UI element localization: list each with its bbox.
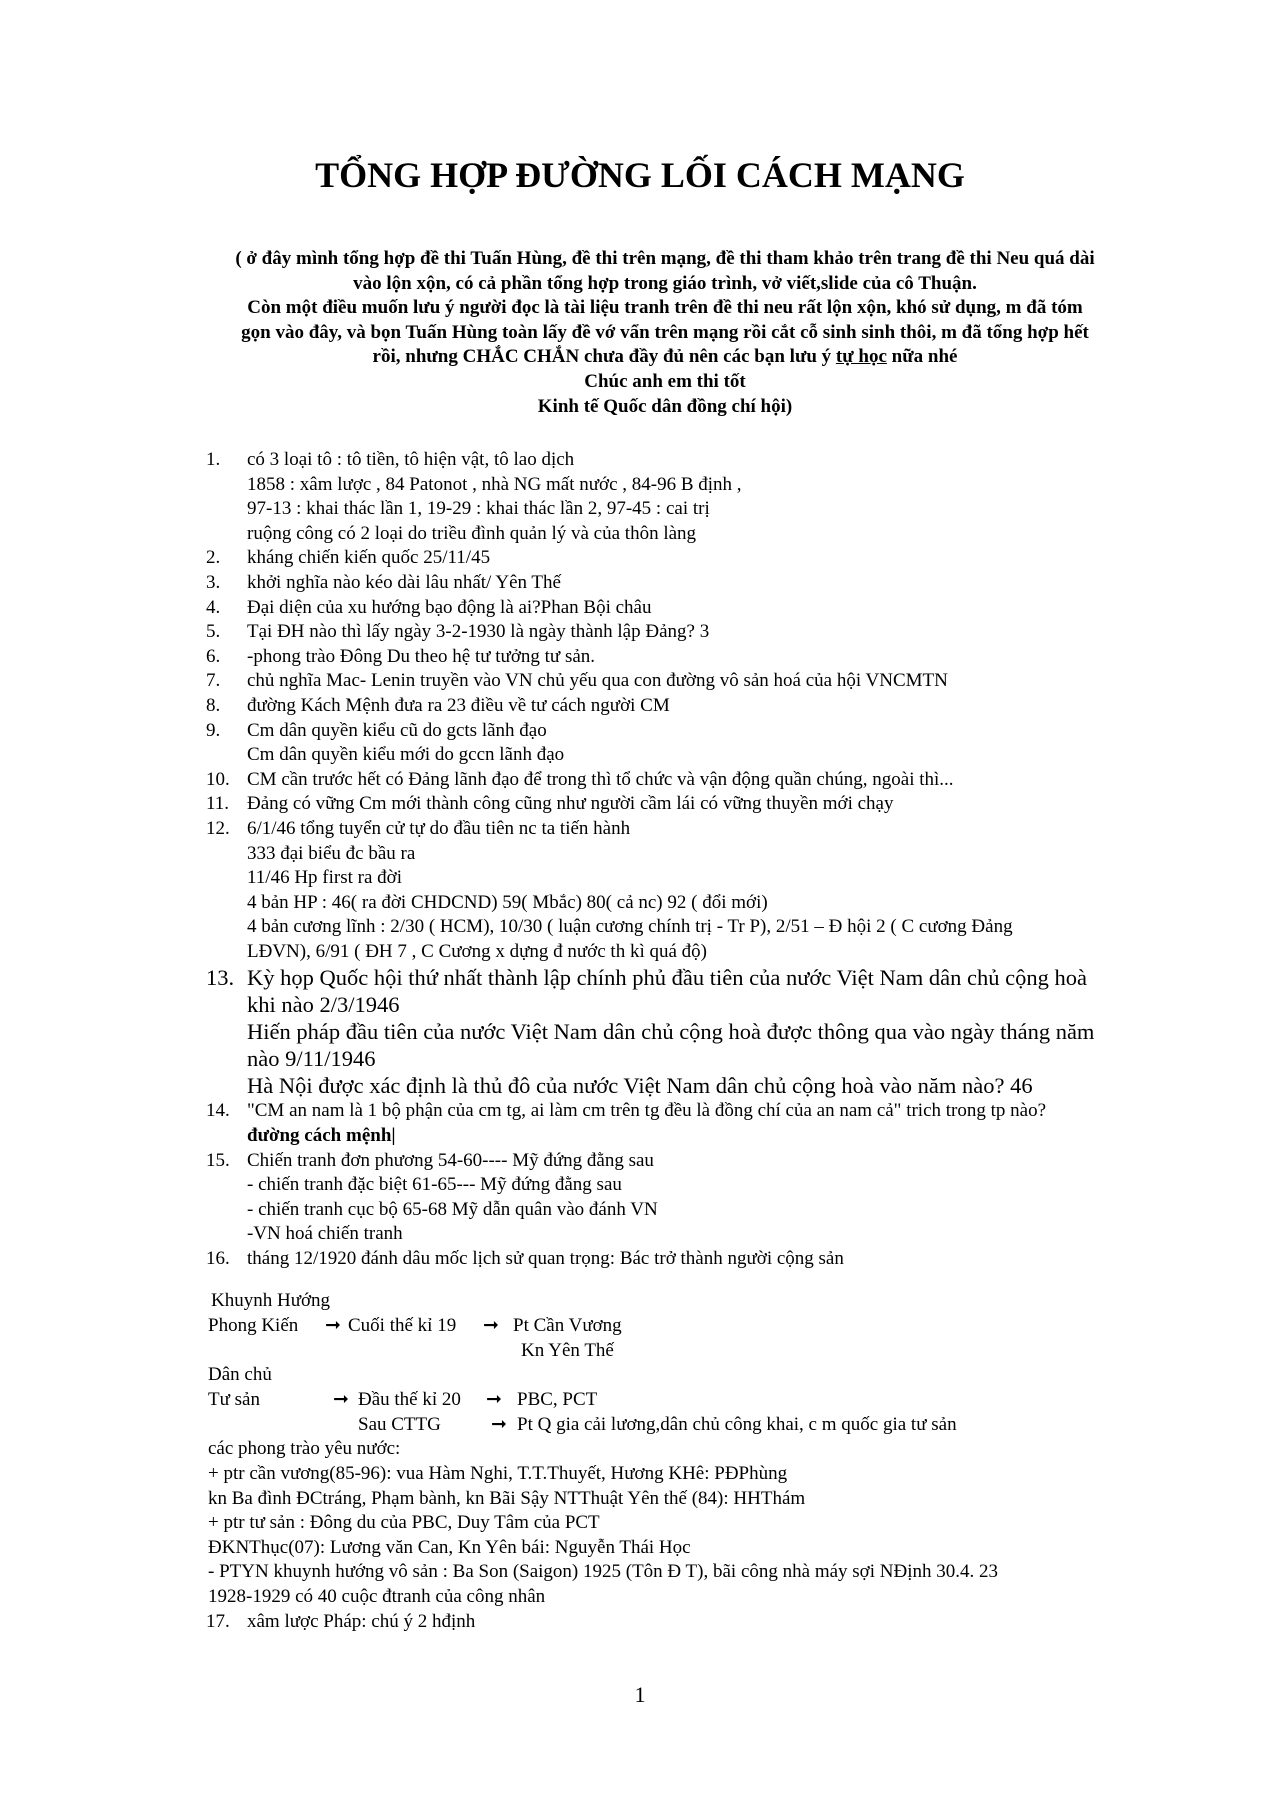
list-item	[0, 620, 1280, 645]
item-text: Cm dân quyền kiểu mới do gccn lãnh đạo	[247, 744, 565, 766]
item-number: 17.	[206, 1611, 230, 1632]
intro-line: gọn vào đây, và bọn Tuấn Hùng toàn lấy đề vớ vẩn trên mạng rồi cắt cỗ sinh sinh thôi, m đã tổng hợp hết	[241, 321, 1089, 343]
item-text: Đảng có vững Cm mới thành công cũng như người cầm lái có vững thuyền mới chạy	[247, 793, 894, 815]
item-text: Hiến pháp đầu tiên của nước Việt Nam dân chủ cộng hoà được thông qua vào ngày tháng năm	[247, 1019, 1095, 1045]
arrow-right-icon: ➞	[491, 1414, 507, 1435]
item-text: Tại ĐH nào thì lấy ngày 3-2-1930 là ngày thành lập Đảng? 3	[247, 621, 710, 643]
item-text: 11/46 Hp first ra đời	[247, 867, 402, 889]
tail-phong-kien-label: Phong Kiến	[208, 1315, 299, 1336]
list-item	[0, 522, 1280, 547]
item-number: 11.	[206, 793, 230, 815]
list-item	[0, 1018, 1280, 1045]
tail-tu-san-mid: Đầu thế kỉ 20	[358, 1389, 461, 1410]
item-number: 8.	[206, 694, 221, 716]
item-text: - chiến tranh cục bộ 65-68 Mỹ dẫn quân vào đánh VN	[247, 1198, 658, 1220]
item-text: "CM an nam là 1 bộ phận của cm tg, ai làm cm trên tg đều là đồng chí của an nam cả" trich trong tp nào?	[247, 1100, 1047, 1122]
list-item	[0, 991, 1280, 1018]
list-item	[0, 1149, 1280, 1174]
list-item	[0, 596, 1280, 621]
intro-underlined: tự học	[835, 346, 887, 368]
list-item	[0, 1222, 1280, 1247]
tail-line: ĐKNThục(07): Lương văn Can, Kn Yên bái: Nguyễn Thái Học	[208, 1537, 691, 1558]
item-number: 4.	[206, 596, 221, 618]
list-item	[0, 546, 1280, 571]
list-item	[0, 1072, 1280, 1099]
item-text: chủ nghĩa Mac- Lenin truyền vào VN chủ yếu qua con đường vô sản hoá của hội VNCMTN	[247, 670, 948, 692]
item-number: 10.	[206, 768, 230, 790]
item-text: 97-13 : khai thác lần 1, 19-29 : khai thác lần 2, 97-45 : cai trị	[247, 498, 710, 520]
intro-text: nữa nhé	[886, 346, 958, 368]
item-number: 13.	[206, 965, 235, 991]
intro-line: ( ở đây mình tổng hợp đề thi Tuấn Hùng, đề thi trên mạng, đề thi tham khảo trên trang đề thi Neu quá dài	[235, 248, 1095, 269]
page-title: TỔNG HỢP ĐƯỜNG LỐI CÁCH MẠNG	[315, 155, 965, 195]
tail-line: - PTYN khuynh hướng vô sản : Ba Son (Saigon) 1925 (Tôn Đ T), bãi công nhà máy sợi NĐịnh 30.4. 23	[208, 1561, 998, 1582]
item-text: Kỳ họp Quốc hội thứ nhất thành lập chính phủ đầu tiên của nước Việt Nam dân chủ cộng hoà	[247, 965, 1087, 991]
list-item	[0, 448, 1280, 473]
item-text: khi nào 2/3/1946	[247, 992, 400, 1018]
intro-line: Kinh tế Quốc dân đồng chí hội)	[537, 395, 793, 417]
list-item	[0, 1198, 1280, 1223]
list-group-1	[0, 448, 1280, 964]
list-item	[0, 694, 1280, 719]
item-text: CM cần trước hết có Đảng lãnh đạo để trong thì tổ chức và vận động quần chúng, ngoài thì...	[247, 768, 954, 790]
item-number: 1.	[206, 449, 221, 470]
list-item	[0, 571, 1280, 596]
item-number: 2.	[206, 547, 221, 569]
item-text: đường Kách Mệnh đưa ra 23 điều về tư cách người CM	[247, 694, 670, 716]
item-number: 15.	[206, 1149, 230, 1171]
list-item	[0, 768, 1280, 793]
list-item	[0, 1045, 1280, 1072]
arrow-right-icon: ➞	[483, 1315, 499, 1336]
item-number: 9.	[206, 719, 221, 741]
numbered-list	[0, 448, 1280, 1272]
tail-phong-kien-mid: Cuối thế kỉ 19	[348, 1315, 457, 1336]
tail-line: 1928-1929 có 40 cuộc đtranh của công nhân	[208, 1586, 546, 1607]
list-item	[0, 669, 1280, 694]
intro-line: Chúc anh em thi tốt	[584, 370, 746, 392]
item-text: - chiến tranh đặc biệt 61-65--- Mỹ đứng đằng sau	[247, 1174, 622, 1196]
item-text: kháng chiến kiến quốc 25/11/45	[247, 547, 491, 569]
list-item	[0, 866, 1280, 891]
tail-tu-san-right2: Pt Q gia cải lương,dân chủ công khai, c m quốc gia tư sản	[517, 1414, 957, 1435]
intro-line: Còn một điều muốn lưu ý người đọc là tài liệu tranh trên đề thi neu rất lộn xộn, khó sử dụng, m đã tóm	[247, 297, 1083, 319]
item-text: 4 bản cương lĩnh : 2/30 ( HCM), 10/30 ( luận cương chính trị - Tr P), 2/51 – Đ hội 2 ( C cương Đảng	[247, 916, 1013, 938]
list-group-big	[0, 964, 1280, 1099]
item-text: -VN hoá chiến tranh	[247, 1223, 403, 1245]
list-item	[0, 719, 1280, 744]
list-item	[0, 940, 1280, 965]
item-number: 12.	[206, 817, 230, 839]
item-text: Chiến tranh đơn phương 54-60---- Mỹ đứng đằng sau	[247, 1149, 654, 1171]
list-item	[0, 792, 1280, 817]
tail-line: + ptr cần vương(85-96): vua Hàm Nghi, T.T.Thuyết, Hương KHê: PĐPhùng	[208, 1463, 788, 1484]
list-item	[0, 964, 1280, 991]
intro-line: vào lộn xộn, có cả phần tổng hợp trong giáo trình, vở viết,slide của cô Thuận.	[353, 272, 977, 294]
tail-tu-san-mid2: Sau CTTG	[358, 1414, 441, 1435]
item-text: 1858 : xâm lược , 84 Patonot , nhà NG mất nước , 84-96 B định ,	[247, 473, 742, 495]
arrow-right-icon: ➞	[333, 1389, 349, 1410]
item-number: 6.	[206, 645, 221, 667]
list-item	[0, 1124, 1280, 1149]
item-text: Cm dân quyền kiểu cũ do gcts lãnh đạo	[247, 719, 547, 741]
item-answer: đường cách mệnh|	[247, 1125, 396, 1147]
item-text: 333 đại biểu đc bầu ra	[247, 842, 416, 864]
item-text: Hà Nội được xác định là thủ đô của nước Việt Nam dân chủ cộng hoà vào năm nào? 46	[247, 1073, 1033, 1099]
list-item	[0, 915, 1280, 940]
item-text: ruộng công có 2 loại do triều đình quản lý và của thôn làng	[247, 522, 697, 544]
item-text: LĐVN), 6/91 ( ĐH 7 , C Cương x dựng đ nước th kì quá độ)	[247, 940, 707, 962]
intro-text: rồi, nhưng CHẮC CHẮN chưa đầy đủ nên các bạn lưu ý	[372, 346, 836, 368]
list-item	[0, 743, 1280, 768]
tail-phong-kien-right2: Kn Yên Thế	[521, 1340, 614, 1361]
item-number: 5.	[206, 621, 221, 643]
list-item	[0, 473, 1280, 498]
list-item	[0, 817, 1280, 842]
list-item	[0, 1247, 1280, 1272]
list-group-2	[0, 1149, 1280, 1272]
item-text: nào 9/11/1946	[247, 1046, 376, 1072]
list-item	[0, 1099, 1280, 1124]
item-number: 3.	[206, 571, 221, 593]
intro-line	[170, 345, 1160, 370]
tail-line: kn Ba đình ĐCtráng, Phạm bành, kn Bãi Sậy NTThuật Yên thế (84): HHThám	[208, 1488, 806, 1509]
tail-tu-san-label: Tư sản	[208, 1389, 260, 1410]
tail-line: + ptr tư sản : Đông du của PBC, Duy Tâm của PCT	[208, 1512, 600, 1533]
item-text: tháng 12/1920 đánh dâu mốc lịch sử quan trọng: Bác trở thành người cộng sản	[247, 1248, 844, 1270]
intro-note	[170, 247, 1160, 419]
list-item	[0, 891, 1280, 916]
item-number: 16.	[206, 1248, 230, 1270]
item-text: xâm lược Pháp: chú ý 2 hđịnh	[247, 1611, 476, 1632]
tail-khuynh-huong: Khuynh Hướng	[211, 1290, 331, 1311]
item-text: -phong trào Đông Du theo hệ tư tưởng tư sản.	[247, 645, 596, 667]
item-text: 6/1/46 tổng tuyển cử tự do đầu tiên nc ta tiến hành	[247, 817, 631, 839]
list-item	[0, 842, 1280, 867]
page-number: 1	[634, 1682, 646, 1707]
list-item	[0, 1173, 1280, 1198]
tail-line: các phong trào yêu nước:	[208, 1438, 401, 1459]
tail-tu-san-right: PBC, PCT	[517, 1389, 598, 1410]
item-text: có 3 loại tô : tô tiền, tô hiện vật, tô lao dịch	[247, 449, 575, 470]
list-item	[0, 645, 1280, 670]
list-item	[0, 497, 1280, 522]
item-number: 7.	[206, 670, 221, 692]
item-number: 14.	[206, 1100, 230, 1122]
item-text: Đại diện của xu hướng bạo động là ai?Phan Bội châu	[247, 596, 652, 618]
arrow-right-icon: ➞	[325, 1315, 341, 1336]
arrow-right-icon: ➞	[486, 1389, 502, 1410]
tail-dan-chu: Dân chủ	[208, 1364, 272, 1385]
item-text: 4 bản HP : 46( ra đời CHDCND) 59( Mbắc) 80( cả nc) 92 ( đổi mới)	[247, 891, 768, 913]
item-text: khởi nghĩa nào kéo dài lâu nhất/ Yên Thế	[247, 571, 561, 593]
tail-phong-kien-right: Pt Cần Vương	[513, 1315, 622, 1336]
